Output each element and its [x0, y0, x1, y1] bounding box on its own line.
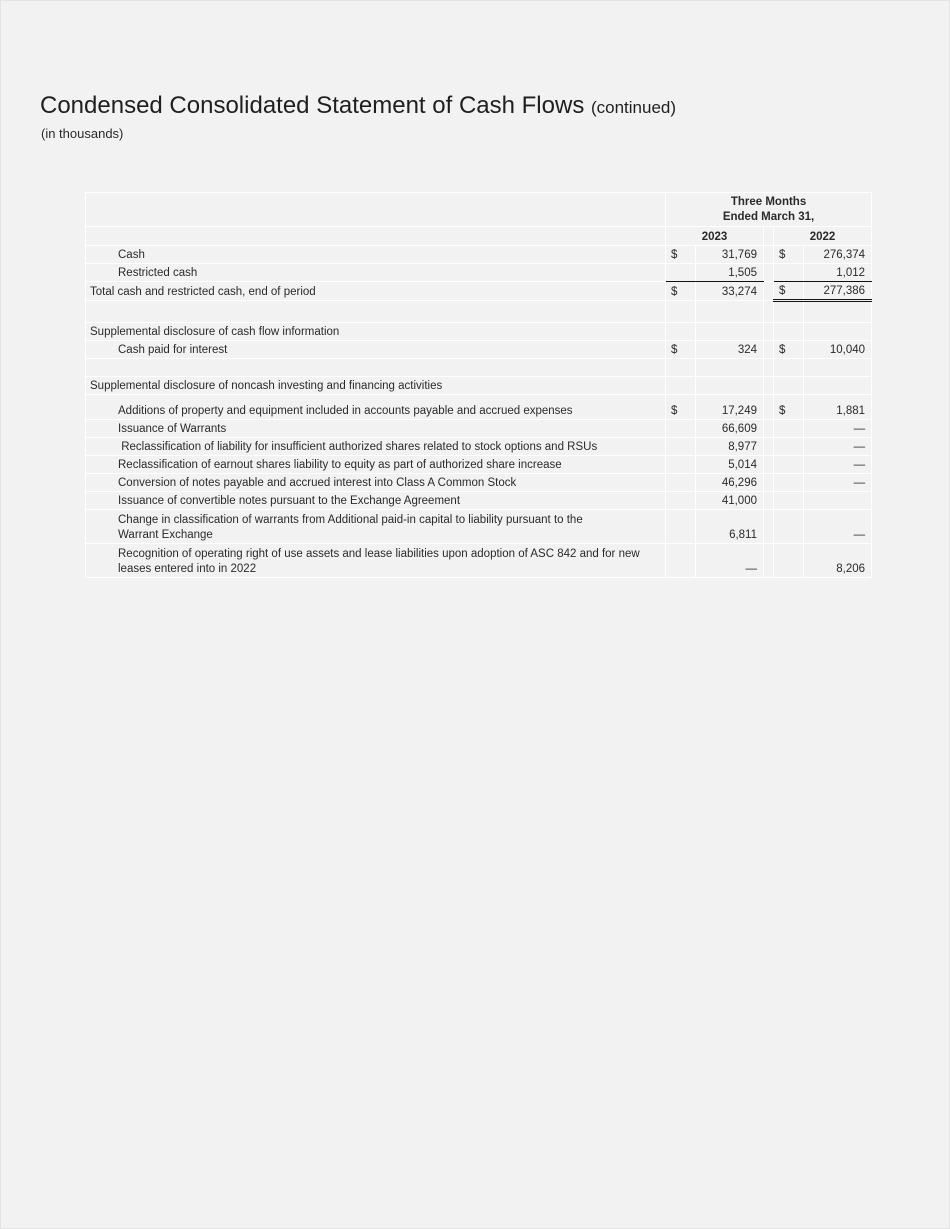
year-2022-header: 2022 [774, 227, 872, 246]
table-row [86, 395, 872, 420]
currency-2022: $ [774, 395, 804, 420]
table-row [86, 264, 872, 282]
table-row [86, 341, 872, 359]
row-label: Issuance of convertible notes pursuant to the Exchange Agreement [86, 492, 666, 510]
table-row [86, 438, 872, 456]
currency-2022 [774, 264, 804, 282]
value-2022: 276,374 [804, 246, 872, 264]
value-2022: — [804, 456, 872, 474]
value-2023: 324 [696, 341, 764, 359]
value-2022: — [804, 474, 872, 492]
value-2023: 33,274 [696, 282, 764, 301]
value-2022 [804, 492, 872, 510]
value-2023: — [696, 544, 764, 578]
row-label: Reclassification of earnout shares liability to equity as part of authorized share increase [86, 456, 666, 474]
section-label: Supplemental disclosure of cash flow information [86, 323, 666, 341]
table-row [86, 510, 872, 544]
value-2022: — [804, 420, 872, 438]
value-2022: 277,386 [804, 282, 872, 301]
value-2023: 1,505 [696, 264, 764, 282]
table-row [86, 246, 872, 264]
currency-2023: $ [666, 395, 696, 420]
section-label: Supplemental disclosure of noncash investing and financing activities [86, 377, 666, 395]
table-row-total [86, 282, 872, 301]
currency-2023: $ [666, 282, 696, 301]
value-2023: 6,811 [696, 510, 764, 544]
value-2022: 10,040 [804, 341, 872, 359]
row-label: Cash paid for interest [86, 341, 666, 359]
row-label: Additions of property and equipment included in accounts payable and accrued expenses [86, 395, 666, 420]
cash-flow-table [85, 192, 867, 578]
value-2022: — [804, 510, 872, 544]
row-label: Total cash and restricted cash, end of period [86, 282, 666, 301]
value-2023: 46,296 [696, 474, 764, 492]
currency-2023: $ [666, 341, 696, 359]
table-row [86, 544, 872, 578]
value-2022: 8,206 [804, 544, 872, 578]
value-2023: 17,249 [696, 395, 764, 420]
currency-2023: $ [666, 246, 696, 264]
table-row [86, 492, 872, 510]
currency-2023 [666, 264, 696, 282]
currency-2022: $ [774, 341, 804, 359]
page-subtitle: (in thousands) [41, 126, 124, 141]
table-header-years [86, 227, 872, 246]
row-label: Recognition of operating right of use assets and lease liabilities upon adoption of ASC 842 and for new leases entered into in 2022 [86, 544, 666, 578]
section-header-row [86, 377, 872, 395]
year-2023-header: 2023 [666, 227, 764, 246]
value-2023: 41,000 [696, 492, 764, 510]
value-2023: 31,769 [696, 246, 764, 264]
table-header-period [86, 193, 872, 227]
value-2022: 1,012 [804, 264, 872, 282]
section-header-row [86, 323, 872, 341]
value-2022: 1,881 [804, 395, 872, 420]
row-label: Issuance of Warrants [86, 420, 666, 438]
currency-2022: $ [774, 282, 804, 301]
title-text: Condensed Consolidated Statement of Cash Flows [40, 92, 585, 119]
value-2023: 5,014 [696, 456, 764, 474]
table-row [86, 420, 872, 438]
currency-2022: $ [774, 246, 804, 264]
period-header: Three Months Ended March 31, [666, 193, 872, 227]
row-label: Restricted cash [86, 264, 666, 282]
row-label: Reclassification of liability for insufficient authorized shares related to stock options and RSUs [86, 438, 666, 456]
table-row [86, 474, 872, 492]
spacer-row [86, 301, 872, 323]
value-2022: — [804, 438, 872, 456]
row-label: Cash [86, 246, 666, 264]
page-title [40, 92, 676, 120]
table-row [86, 456, 872, 474]
title-suffix: (continued) [590, 98, 677, 117]
row-label: Conversion of notes payable and accrued interest into Class A Common Stock [86, 474, 666, 492]
row-label: Change in classification of warrants from Additional paid-in capital to liability pursuant to the Warrant Exchange [86, 510, 666, 544]
spacer-row [86, 359, 872, 377]
value-2023: 66,609 [696, 420, 764, 438]
value-2023: 8,977 [696, 438, 764, 456]
